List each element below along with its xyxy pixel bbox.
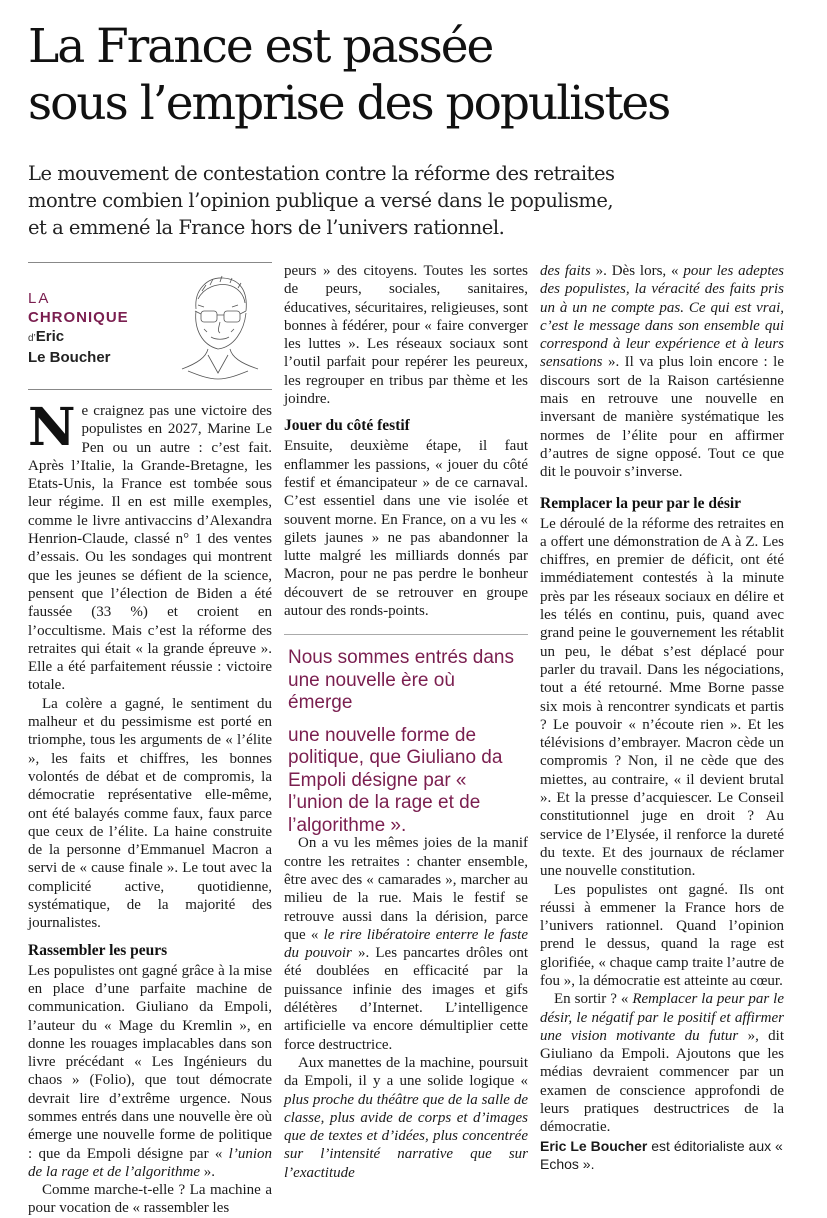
col3-p1-text-1: ». Dès lors, «	[590, 263, 684, 279]
subhead-remplacer: Remplacer la peur par le désir	[540, 494, 742, 512]
drop-cap: N	[28, 397, 76, 458]
col2-p4-text: Aux manettes de la machine, poursuit da Empoli, il y a une solide logique «	[284, 1054, 528, 1090]
col1-paragraph-3	[28, 962, 272, 1182]
signoff-text: est éditorialiste aux « Echos ».	[540, 1137, 783, 1172]
col1-paragraph-1	[28, 397, 272, 695]
col1-paragraph-2: La colère a gagné, le sentiment du malheur et du pessimisme est porté en triomphe, tous les arguments de « l’élite », les faits et chiffres, les bonnes volontés de débat et de compromis, la démocratie représentative elle-même, ont été balayés comme faux, faux parce que ceux de l’élite. La haine construite de la personne d’Emmanuel Macron a servi de « cause finale ». Le tout avec la complicité active, quotidienne, systématique, de la majorité des journalistes.	[28, 695, 272, 932]
col3-paragraph-3: Les populistes ont gagné. Ils ont réussi à emmener la France hors de l’univers rationnel. Quand l’opinion prend le dessus, quand la rage est glorifiée, « chaque camp traite l’autre de fou », la démocratie est atteinte au cœur.	[540, 881, 784, 989]
col3-paragraph-1	[540, 262, 784, 482]
col2-p4-quote: plus proche du théâtre que de la salle de classe, plus avide de corps et d’images que de textes et d’idées, plus concentrée sur l’intensité narrative que sur l’exactitude	[284, 1091, 528, 1181]
column-1	[28, 262, 272, 1217]
col2-p3-end: ». Les pancartes drôles ont été doublées en efficacité par la puissance infinie des images et gifs délétères d’Internet. L’intelligence artificielle va encore démultiplier cette force destructrice.	[284, 945, 528, 1053]
col2-paragraph-1: peurs » des citoyens. Toutes les sortes de peurs, sociales, sanitaires, éducatives, sécuritaires, religieuses, sont bonnes à fédérer, pour « faire converger les luttes ». Les réseaux sociaux sont l’outil parfait pour repérer les peureux, les regrouper en tribus par thème et les joindre.	[284, 263, 528, 408]
col1-p3-quote: l’union de la rage et de l’algorithme	[28, 1145, 272, 1180]
subhead-jouer: Jouer du côté festif	[284, 417, 410, 435]
chronique-la: LA	[28, 290, 51, 307]
standfirst-line-3: et a emmené la France hors de l’univers rationnel.	[28, 216, 505, 239]
author-surname: Le Boucher	[28, 349, 111, 366]
col2-p3-quote: le rire libératoire enterre le faste du pouvoir	[284, 926, 528, 962]
col3-paragraph-2: Le déroulé de la réforme des retraites en a offert une démonstration de A à Z. Les chiffres, en premier de déficit, ont été immédiatement contestés à la minute près par les réseaux sociaux en délire et les télés en continu, puis, quand avec grand peine le gouvernement les rétablit un peu, le débat s’est déplacé pour parler du travail. Dans les négociations, tout a été retourné. Mme Borne passe six mois à rencontrer syndicats et partis ? Le pouvoir « n’écoute rien ». Et les télévisions d’embrayer. Macron cède un compromis ? Non, il ne cède que des miettes, au contraire, « il devient brutal ». Et la presse d’acquiescer. Le Conseil constitutionnel juge en droit ? Au service de l’Elysée, il renforce la dureté du texte. Et des journaux de réclamer une nouvelle constitution.	[540, 515, 784, 880]
col3-p4-text: En sortir ? «	[554, 991, 633, 1008]
col1-paragraph-4: Comme marche-t-elle ? La machine a pour vocation de « rassembler les	[28, 1182, 272, 1217]
standfirst-line-1: Le mouvement de contestation contre la réforme des retraites	[28, 162, 615, 185]
col3-p1-text-2: ». Il va plus loin encore : le discours sort de la Raison cartésienne mais en retrouve une nouvelle en inversant de manière systématique les normes de l’élite pour en affirmer d’autres de signe opposé. Tout ce que dit le pouvoir s’inverse.	[540, 354, 784, 481]
col2-p3-text: On a vu les mêmes joies de la manif contre les retraites : chanter ensemble, être avec des « camarades », marcher au milieu de la rue. Mais le festif se retrouve aussi dans la dérision, parce que «	[284, 835, 528, 943]
col1-paragraph-1-text: e craignez pas une victoire des populistes en 2027, Marine Le Pen ou un autre : c’est fait. Après l’Italie, la Grande-Bretagne, les Etats-Unis, la France est tombée sous leur régime. Il en est mille exemples, comme le livre antivaccins d’Alexandra Henrion-Claude, classé n° 1 des ventes d’essais. Ou les sondages qui montrent que les jeunes se défient de la science, pensent que l’élection de Biden a été faussée (33 %) et croient en l’occultisme. Mais c’est la réforme des retraites qui était « la grande épreuve ». Elle a été parfaitement réussie : victoire totale.	[28, 403, 272, 694]
col2-paragraph-2: Ensuite, deuxième étape, il faut enflammer les passions, « jouer du côté festif et émancipateur » de ce carnaval. C’est essentiel dans une vie isolée et souvent morne. En France, on a vu les « gilets jaunes » ne pas abandonner la lutte malgré les milliards donnés par Macron, pour ne pas perdre le bonheur découvert de se retrouver en groupe autour des ronds-points.	[284, 438, 528, 620]
standfirst	[28, 160, 808, 241]
pull-quote-part-1: Nous sommes entrés dans une nouvelle ère où émerge	[288, 647, 514, 714]
col3-p1-quote-2: pour les adeptes des populistes, la véracité des faits pris un à un ne compte pas. Ce qui est vrai, c’est le message dans son ensemble qui correspond à leur expérience et à leurs sensations	[540, 263, 784, 371]
author-signoff	[540, 1137, 784, 1173]
chronique-title: CHRONIQUE	[28, 309, 129, 326]
headline-line-2: sous l’emprise des populistes	[28, 76, 670, 131]
chronique-label	[28, 289, 129, 367]
chronique-box	[28, 262, 272, 390]
column-2	[284, 262, 528, 1181]
col1-p3-text: Les populistes ont gagné grâce à la mise en place d’une parfaite machine de communication. Giuliano da Empoli, l’auteur du « Mage du Kremlin », en donne les rouages implacables dans son livre précédant « Les Ingénieurs du chaos » (Folio), que tout démocrate devrait lire d’extrême urgence. Nous sommes entrés dans une nouvelle ère où émerge une nouvelle forme de politique : que da Empoli désigne par «	[28, 962, 272, 1162]
col3-p4-end: », dit Giuliano da Empoli. Ajoutons que les médias devraient commencer par un examen de conscience approfondi de leurs pratiques destructrices de la démocratie.	[540, 1027, 785, 1136]
author-first-name: Eric	[35, 328, 65, 345]
col3-p4-quote: Remplacer la peur par le désir, le négatif par le positif et affirmer une vision motivante du futur	[540, 991, 784, 1044]
col3-paragraph-4	[540, 990, 784, 1136]
col1-p3-end: ».	[200, 1163, 216, 1180]
chronique-prefix: d’	[28, 333, 36, 344]
standfirst-line-2: montre combien l’opinion publique a versé dans le populisme,	[28, 189, 614, 212]
headline-line-1: La France est passée	[28, 19, 493, 74]
author-portrait-sketch	[168, 269, 268, 381]
column-3	[540, 262, 784, 1182]
signoff-name: Eric Le Boucher	[540, 1137, 648, 1154]
col2-paragraph-3	[284, 834, 528, 1054]
subhead-rassembler: Rassembler les peurs	[28, 941, 168, 959]
col3-p1-quote-1: des faits	[540, 263, 591, 279]
pull-quote	[284, 634, 528, 836]
col2-paragraph-4	[284, 1054, 528, 1182]
headline	[28, 18, 808, 132]
pull-quote-part-2: une nouvelle forme de politique, que Giuliano da Empoli désigne par « l’union de la rage et de l’algorithme ».	[288, 724, 503, 836]
